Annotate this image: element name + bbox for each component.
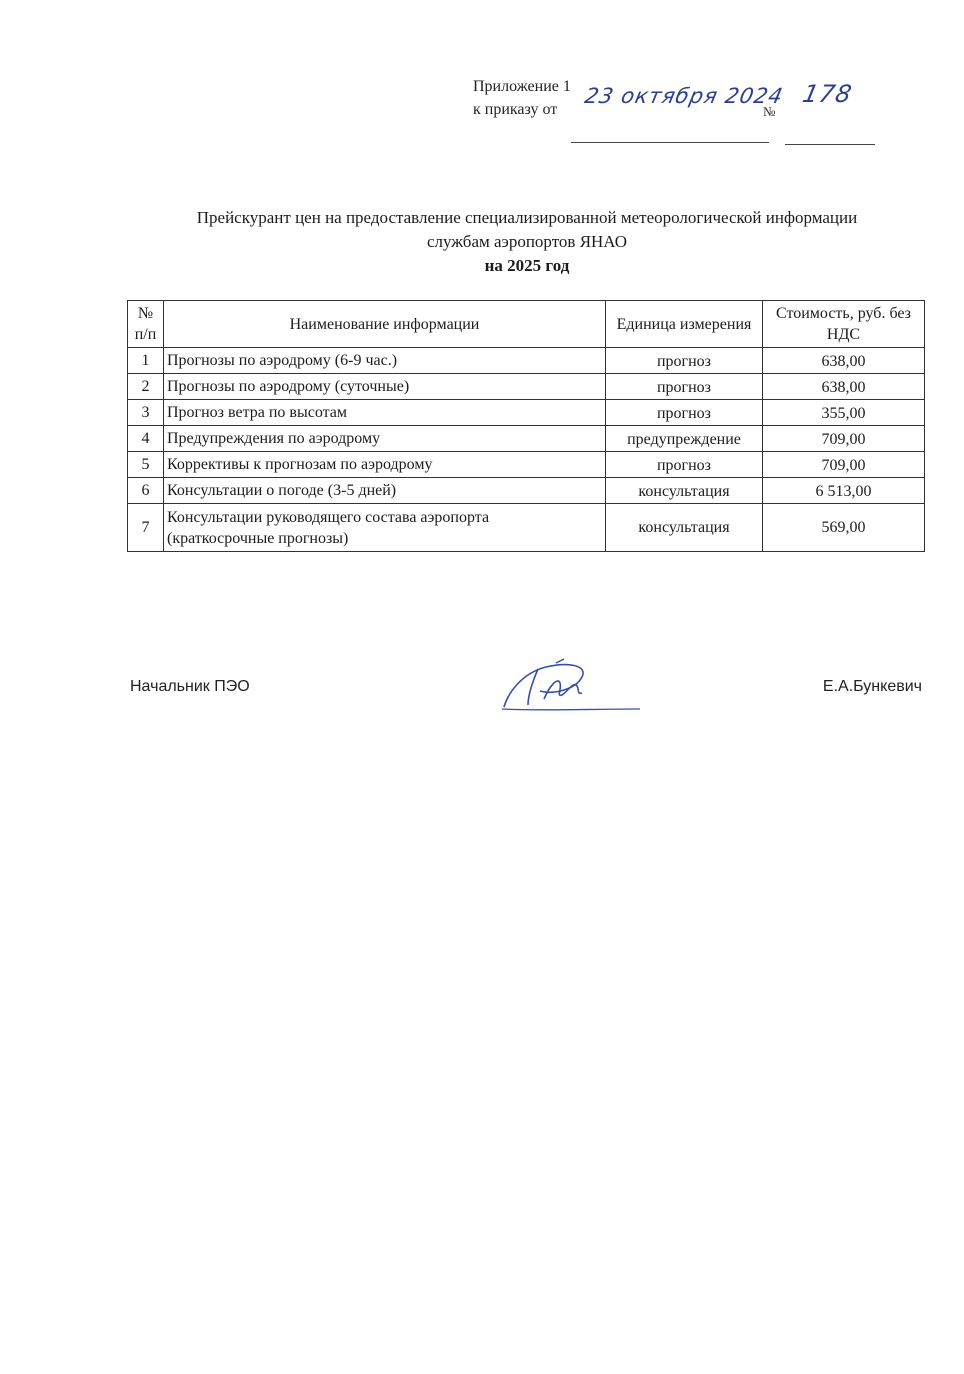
row-num: 4 <box>128 426 164 452</box>
table-row <box>128 478 925 504</box>
document-title <box>120 206 934 278</box>
signer-position: Начальник ПЭО <box>130 678 250 695</box>
row-cost: 638,00 <box>763 374 925 400</box>
row-name-line-2: (краткосрочные прогнозы) <box>167 529 349 547</box>
handwritten-order-number: 178 <box>800 80 855 108</box>
row-name: Предупреждения по аэродрому <box>164 426 606 452</box>
table-row <box>128 400 925 426</box>
appendix-title: Приложение 1 <box>473 78 571 95</box>
row-cost: 638,00 <box>763 348 925 374</box>
title-year: на 2025 год <box>484 256 570 275</box>
header-cost: Стоимость, руб. без НДС <box>763 301 925 348</box>
signature-icon <box>498 655 648 720</box>
header-unit: Единица измерения <box>606 301 763 348</box>
handwritten-date: 23 октября 2024 <box>582 84 786 108</box>
table-row <box>128 374 925 400</box>
title-line-1: Прейскурант цен на предоставление специализированной метеорологической информации <box>196 208 858 227</box>
row-num: 2 <box>128 374 164 400</box>
number-sign: № <box>763 104 776 119</box>
row-cost: 709,00 <box>763 426 925 452</box>
order-prefix: к приказу от <box>473 101 558 118</box>
table-header-row <box>128 301 925 348</box>
row-name: Прогнозы по аэродрому (6-9 час.) <box>164 348 606 374</box>
row-name: Консультации о погоде (3-5 дней) <box>164 478 606 504</box>
row-unit: консультация <box>606 478 763 504</box>
row-num: 3 <box>128 400 164 426</box>
row-num: 5 <box>128 452 164 478</box>
row-name: Прогноз ветра по высотам <box>164 400 606 426</box>
row-unit: консультация <box>606 504 763 552</box>
table-row <box>128 426 925 452</box>
number-underline <box>785 144 875 145</box>
row-unit: прогноз <box>606 374 763 400</box>
row-unit: прогноз <box>606 400 763 426</box>
row-cost: 6 513,00 <box>763 478 925 504</box>
date-underline <box>571 142 769 143</box>
row-unit: прогноз <box>606 348 763 374</box>
row-num: 1 <box>128 348 164 374</box>
table-row <box>128 452 925 478</box>
row-unit: предупреждение <box>606 426 763 452</box>
signature-graphic <box>498 655 648 715</box>
row-cost: 709,00 <box>763 452 925 478</box>
row-name: Коррективы к прогнозам по аэродрому <box>164 452 606 478</box>
row-cost: 569,00 <box>763 504 925 552</box>
row-name: Прогнозы по аэродрому (суточные) <box>164 374 606 400</box>
row-unit: прогноз <box>606 452 763 478</box>
row-name <box>164 504 606 552</box>
signer-name: Е.А.Бункевич <box>822 678 922 695</box>
appendix-block <box>473 75 893 121</box>
row-cost: 355,00 <box>763 400 925 426</box>
price-table <box>127 300 925 552</box>
row-num: 7 <box>128 504 164 552</box>
header-name: Наименование информации <box>164 301 606 348</box>
row-name-line-1: Консультации руководящего состава аэропорта <box>167 508 490 526</box>
header-num: № п/п <box>128 301 164 348</box>
row-num: 6 <box>128 478 164 504</box>
table-row <box>128 504 925 552</box>
title-line-2: службам аэропортов ЯНАО <box>426 232 628 251</box>
table-row <box>128 348 925 374</box>
